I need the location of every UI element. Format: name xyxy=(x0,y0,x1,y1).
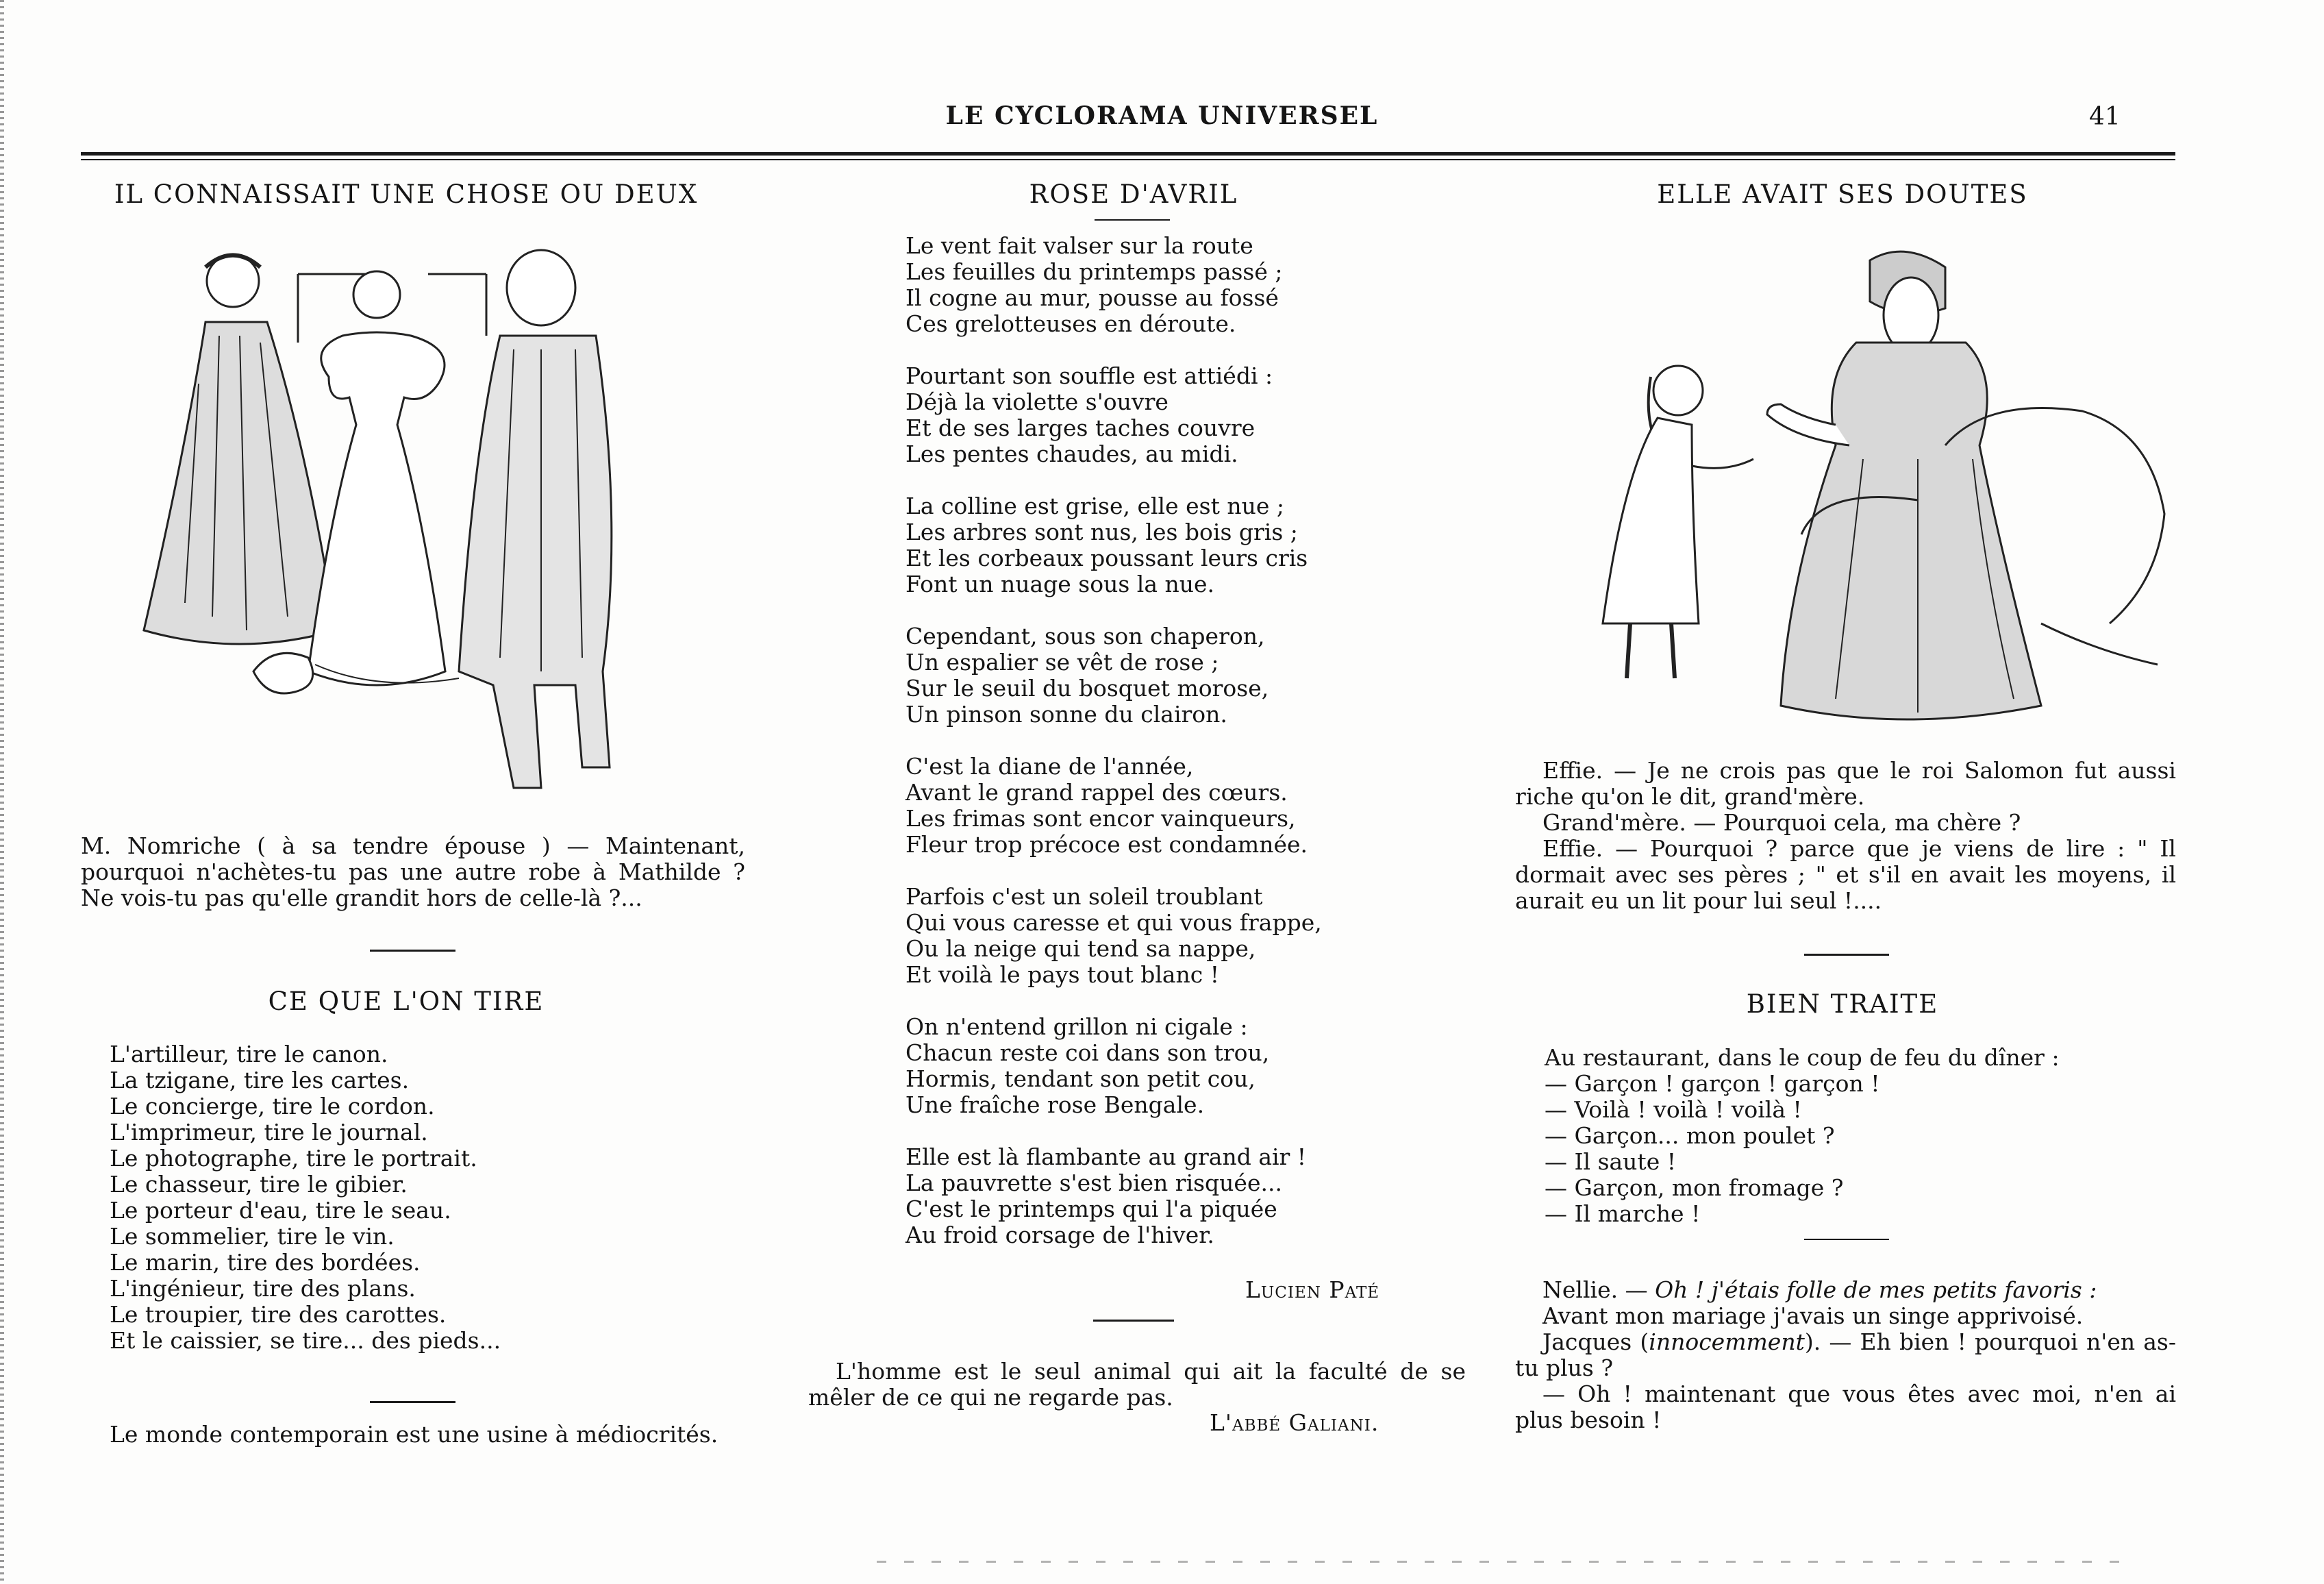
header-rule-thick xyxy=(81,152,2175,156)
page-number: 41 xyxy=(2089,103,2121,131)
poem-line: Cependant, sous son chaperon, xyxy=(905,623,1265,649)
poem-line: Et de ses larges taches couvre xyxy=(905,414,1255,441)
poem-stanza xyxy=(905,754,1322,858)
poem-line: Les arbres sont nus, les bois gris ; xyxy=(905,519,1298,545)
tire-line: L'imprimeur, tire le journal. xyxy=(110,1119,428,1146)
poem-line: Les pentes chaudes, au midi. xyxy=(905,441,1238,467)
tire-line: Le photographe, tire le portrait. xyxy=(110,1145,477,1172)
poem-line: Les frimas sont encor vainqueurs, xyxy=(905,805,1296,832)
jacques-italic: innocemment xyxy=(1649,1328,1805,1355)
tire-line: Le chasseur, tire le gibier. xyxy=(110,1171,408,1198)
tire-line: Le troupier, tire des carottes. xyxy=(110,1301,447,1328)
restaurant-line: — Garçon, mon fromage ? xyxy=(1545,1174,1844,1201)
engraving-family-scene-icon xyxy=(103,247,719,802)
poem-stanza xyxy=(905,493,1322,597)
poem-line: Parfois c'est un soleil troublant xyxy=(905,883,1263,910)
tire-line: La tzigane, tire les cartes. xyxy=(110,1067,410,1093)
restaurant-line: — Garçon ! garçon ! garçon ! xyxy=(1545,1070,1880,1097)
nellie-line xyxy=(1515,1277,2176,1303)
tire-list xyxy=(110,1041,501,1354)
header-rule-thin xyxy=(81,159,2175,160)
restaurant-line: — Il marche ! xyxy=(1545,1200,1701,1227)
poem-stanza xyxy=(905,1014,1322,1118)
poem-line: Chacun reste coi dans son trou, xyxy=(905,1039,1270,1066)
poem-line: Un pinson sonne du clairon. xyxy=(905,701,1227,728)
poem-line: Font un nuage sous la nue. xyxy=(905,571,1215,597)
jacques-rest: ). — Eh bien ! pourquoi n'en as-tu plus ? xyxy=(1515,1328,2177,1381)
poem-stanza xyxy=(905,363,1322,467)
col3-divider-2 xyxy=(1804,1239,1889,1240)
poem-line: Et les corbeaux poussant leurs cris xyxy=(905,545,1308,571)
poem-line: C'est la diane de l'année, xyxy=(905,753,1194,780)
col1-subtitle: CE QUE L'ON TIRE xyxy=(268,987,545,1016)
col1-caption: M. Nomriche ( à sa tendre épouse ) — Maintenant, pourquoi n'achètes-tu pas une autre robe à Mathilde ? Ne vois-tu pas qu'elle grandit hors de celle-là ?... xyxy=(81,832,745,911)
nellie-rest: Avant mon mariage j'avais un singe apprivoisé. xyxy=(1542,1302,2084,1329)
col3-divider-1 xyxy=(1804,954,1889,956)
poem-line: Déjà la violette s'ouvre xyxy=(905,388,1169,415)
col3-subtitle: BIEN TRAITE xyxy=(1746,989,1939,1019)
col2-title-rule xyxy=(1095,219,1170,221)
restaurant-line: — Voilà ! voilà ! voilà ! xyxy=(1545,1096,1802,1123)
nellie-label: Nellie. — xyxy=(1542,1276,1655,1303)
tire-line: Le marin, tire des bordées. xyxy=(110,1249,421,1276)
nellie-dialogue xyxy=(1515,1277,2176,1433)
poem-line: Il cogne au mur, pousse au fossé xyxy=(905,284,1279,311)
poem-line: Avant le grand rappel des cœurs. xyxy=(905,779,1288,806)
restaurant-line: Au restaurant, dans le coup de feu du dîner : xyxy=(1545,1044,2060,1071)
galiani-quote: L'homme est le seul animal qui ait la faculté de se mêler de ce qui ne regarde pas. xyxy=(808,1358,1466,1411)
jacques-line xyxy=(1515,1329,2176,1381)
poem-line: Les feuilles du printemps passé ; xyxy=(905,258,1283,285)
tire-line: Le sommelier, tire le vin. xyxy=(110,1223,395,1250)
galiani-author: L'abbé Galiani. xyxy=(1210,1409,1379,1436)
poem-line: Pourtant son souffle est attiédi : xyxy=(905,362,1273,389)
poem-line: Une fraîche rose Bengale. xyxy=(905,1091,1205,1118)
dialogue-line: Effie. — Je ne crois pas que le roi Salomon fut aussi riche qu'on le dit, grand'mère. xyxy=(1515,757,2176,810)
bottom-print-marks xyxy=(877,1561,2123,1563)
poem-line: Hormis, tendant son petit cou, xyxy=(905,1065,1255,1092)
restaurant-line: — Il saute ! xyxy=(1545,1148,1676,1175)
poem-line: Au froid corsage de l'hiver. xyxy=(905,1222,1214,1248)
tire-line: Le porteur d'eau, tire le seau. xyxy=(110,1197,451,1224)
col2-divider xyxy=(1093,1320,1174,1322)
tire-line: L'ingénieur, tire des plans. xyxy=(110,1275,416,1302)
running-title: LE CYCLORAMA UNIVERSEL xyxy=(945,101,1379,130)
poem-line: Fleur trop précoce est condamnée. xyxy=(905,831,1308,858)
effie-dialogue xyxy=(1515,758,2176,914)
poem-line: Le vent fait valser sur la route xyxy=(905,232,1253,259)
col1-divider-2 xyxy=(370,1401,455,1403)
col1-title: IL CONNAISSAIT UNE CHOSE OU DEUX xyxy=(114,180,699,209)
col1-maxim: Le monde contemporain est une usine à médiocrités. xyxy=(110,1421,719,1448)
poem-stanza xyxy=(905,623,1322,728)
poem-rose-avril xyxy=(905,233,1322,1274)
tire-line: Le concierge, tire le cordon. xyxy=(110,1093,435,1119)
poem-line: La pauvrette s'est bien risquée... xyxy=(905,1170,1282,1196)
poem-line: Et voilà le pays tout blanc ! xyxy=(905,961,1220,988)
poem-line: Qui vous caresse et qui vous frappe, xyxy=(905,909,1322,936)
poem-stanza xyxy=(905,233,1322,337)
restaurant-line: — Garçon... mon poulet ? xyxy=(1545,1122,1835,1149)
poem-line: Un espalier se vêt de rose ; xyxy=(905,649,1219,676)
nellie-italic: Oh ! j'étais folle de mes petits favoris : xyxy=(1655,1276,2097,1303)
poem-author: Lucien Paté xyxy=(1245,1276,1380,1303)
poem-line: Elle est là flambante au grand air ! xyxy=(905,1143,1307,1170)
tire-line: L'artilleur, tire le canon. xyxy=(110,1041,388,1067)
poem-line: Ou la neige qui tend sa nappe, xyxy=(905,935,1256,962)
tire-line: Et le caissier, se tire... des pieds... xyxy=(110,1327,501,1354)
engraving-girl-and-grandmother-icon xyxy=(1562,240,2192,733)
poem-line: La colline est grise, elle est nue ; xyxy=(905,493,1284,519)
poem-line: Ces grelotteuses en déroute. xyxy=(905,310,1236,337)
page-edge-scan xyxy=(0,0,4,1584)
jacques-label: Jacques ( xyxy=(1542,1328,1649,1355)
poem-line: On n'entend grillon ni cigale : xyxy=(905,1013,1248,1040)
col1-divider-1 xyxy=(370,950,455,952)
restaurant-dialogue xyxy=(1545,1045,2060,1227)
col2-title: ROSE D'AVRIL xyxy=(1029,180,1238,209)
poem-line: C'est le printemps qui l'a piquée xyxy=(905,1196,1277,1222)
dialogue-line: Grand'mère. — Pourquoi cela, ma chère ? xyxy=(1542,809,2021,836)
col3-title: ELLE AVAIT SES DOUTES xyxy=(1657,180,2028,209)
poem-line: Sur le seuil du bosquet morose, xyxy=(905,675,1269,702)
final-line: — Oh ! maintenant que vous êtes avec moi, n'en ai plus besoin ! xyxy=(1515,1381,2176,1433)
poem-stanza xyxy=(905,1144,1322,1248)
poem-stanza xyxy=(905,884,1322,988)
dialogue-line: Effie. — Pourquoi ? parce que je viens de lire : " Il dormait avec ses pères ; " et s'il en avait les moyens, il aurait eu un lit pour lui seul !.... xyxy=(1515,835,2176,914)
